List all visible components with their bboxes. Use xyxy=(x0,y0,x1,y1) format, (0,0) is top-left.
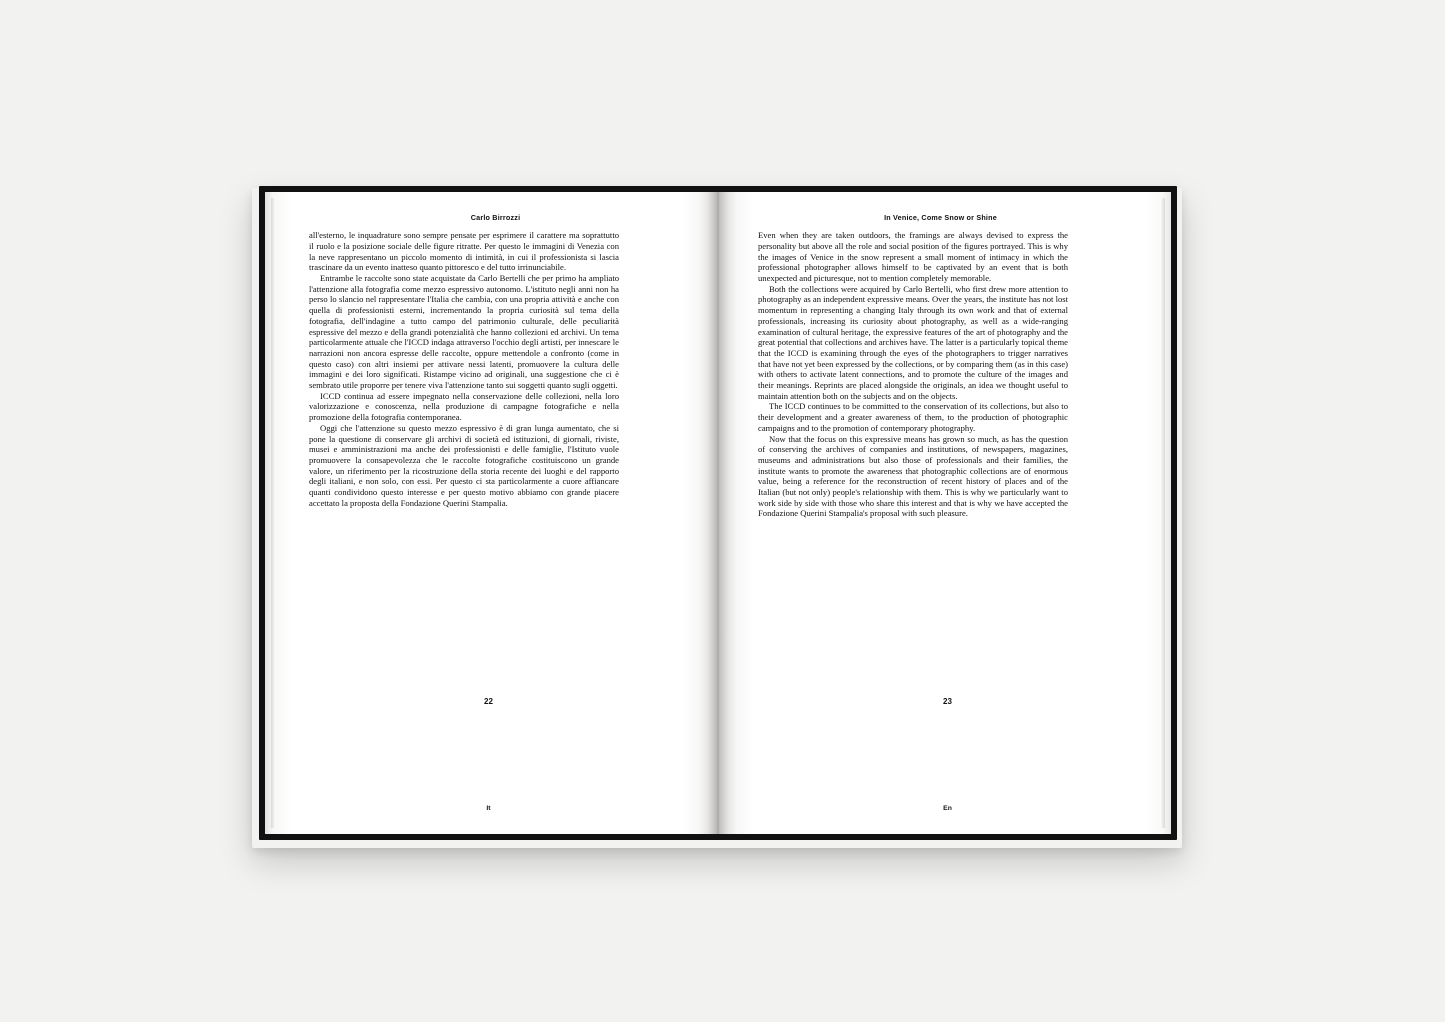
left-page-text xyxy=(309,230,619,508)
right-page-text xyxy=(758,230,1068,519)
right-page xyxy=(718,192,1171,834)
paragraph: ICCD continua ad essere impegnato nella conservazione delle collezioni, nella loro valorizzazione e conoscenza, nella produzione di campagne fotografiche e nella promozione della fotografia contemporanea. xyxy=(309,390,619,423)
right-page-number: 23 xyxy=(943,697,952,706)
paragraph: Entrambe le raccolte sono state acquistate da Carlo Bertelli che per primo ha ampliato l'attenzione alla fotografia come mezzo espressivo autonomo. L'istituto negli anni non ha perso lo slancio nel rappresentare l'Italia che cambia, con una propria attività e anche con quella di professionisti esterni, incrementando la propria curiosità sul tema della fotografia, dell'indagine a tutto campo del patrimonio culturale, delle peculiarità espressive del mezzo e della grandi potenzialità che hanno collezioni ed archivi. Un tema particolarmente attuale che l'ICCD indaga attraverso l'occhio degli artisti, per innescare le narrazioni non ancora espresse delle raccolte, oppure mettendole a confronto (come in questo caso) con altri insiemi per attivare nessi latenti, promuovere la cultura delle immagini e dei loro significati. Ristampe vicino ad originali, una suggestione che ci è sembrato utile proporre per tenere viva l'attenzione tanto sui soggetti quanto sugli oggetti. xyxy=(309,273,619,391)
open-book xyxy=(259,186,1177,840)
left-language-marker: It xyxy=(486,805,491,812)
paragraph: The ICCD continues to be committed to the conservation of its collections, but also to their development and a greater awareness of them, to the production of photographic campaigns and to the promotion of contemporary photography. xyxy=(758,401,1068,433)
paragraph: Even when they are taken outdoors, the framings are always devised to express the personality but above all the role and social position of the figures portrayed. This is why the images of Venice in the snow represent a small moment of intimacy in which the professional photographer allows himself to be captivated by an event that is both unexpected and picturesque, not to mention completely memorable. xyxy=(758,230,1068,284)
left-page xyxy=(265,192,718,834)
left-page-number: 22 xyxy=(484,697,493,706)
paragraph: all'esterno, le inquadrature sono sempre pensate per esprimere il carattere ma soprattutto il ruolo e la posizione sociale delle figure ritratte. Per questo le immagini di Venezia con la neve rappresentano un piccolo momento di intimità, in cui il professionista si lascia trascinare da un evento inatteso quanto pittoresco e del tutto irrinunciabile. xyxy=(309,230,619,273)
left-page-edge xyxy=(271,198,276,828)
paragraph: Now that the focus on this expressive means has grown so much, as has the question of conserving the archives of companies and institutions, of newspapers, magazines, museums and administrations but also those of professionals and their families, the institute wants to promote the awareness that photographic collections are of enormous value, being a reference for the reconstruction of recent history of places and of the Italian (but not only) people's relationship with them. This is why we particularly want to work side by side with those who share this interest and that is why we have accepted the Fondazione Querini Stampalia's proposal with such pleasure. xyxy=(758,433,1068,519)
paragraph: Oggi che l'attenzione su questo mezzo espressivo è di gran lunga aumentato, che si pone la questione di conservare gli archivi di società ed istituzioni, di giornali, riviste, musei e amministrazioni ma anche dei professionisti e delle famiglie, l'Istituto vuole promuovere la consapevolezza che le raccolte fotografiche costituiscono un grande valore, un riferimento per la ricostruzione della storia recente dei luoghi e del rapporto degli italiani, e non solo, con essi. Per questo ci sta particolarmente a cuore affiancare quanti condividono questo interesse e per questo motivo abbiamo con grande piacere accettato la proposta della Fondazione Querini Stampalia. xyxy=(309,422,619,508)
left-running-head: Carlo Birrozzi xyxy=(470,213,521,222)
right-page-edge xyxy=(1160,198,1165,828)
right-language-marker: En xyxy=(943,805,952,812)
paragraph: Both the collections were acquired by Carlo Bertelli, who first drew more attention to photography as an independent expressive means. Over the years, the institute has not lost momentum in representing a changing Italy through its own work and that of external professionals, increasing its curiosity about photography, as well as a wide-ranging examination of cultural heritage, the expressive features of the art of photography and the great potential that collections and archives have. The latter is a particularly topical theme that the ICCD is examining through the eyes of the photographers to trigger narratives that have not yet been expressed by the collections, or by comparing them (as in this case) with others to activate latent connections, and to promote the culture of the images and their meanings. Reprints are placed alongside the originals, an idea we thought useful to maintain attention both on the subjects and on the objects. xyxy=(758,283,1069,401)
right-running-head: In Venice, Come Snow or Shine xyxy=(884,213,997,222)
